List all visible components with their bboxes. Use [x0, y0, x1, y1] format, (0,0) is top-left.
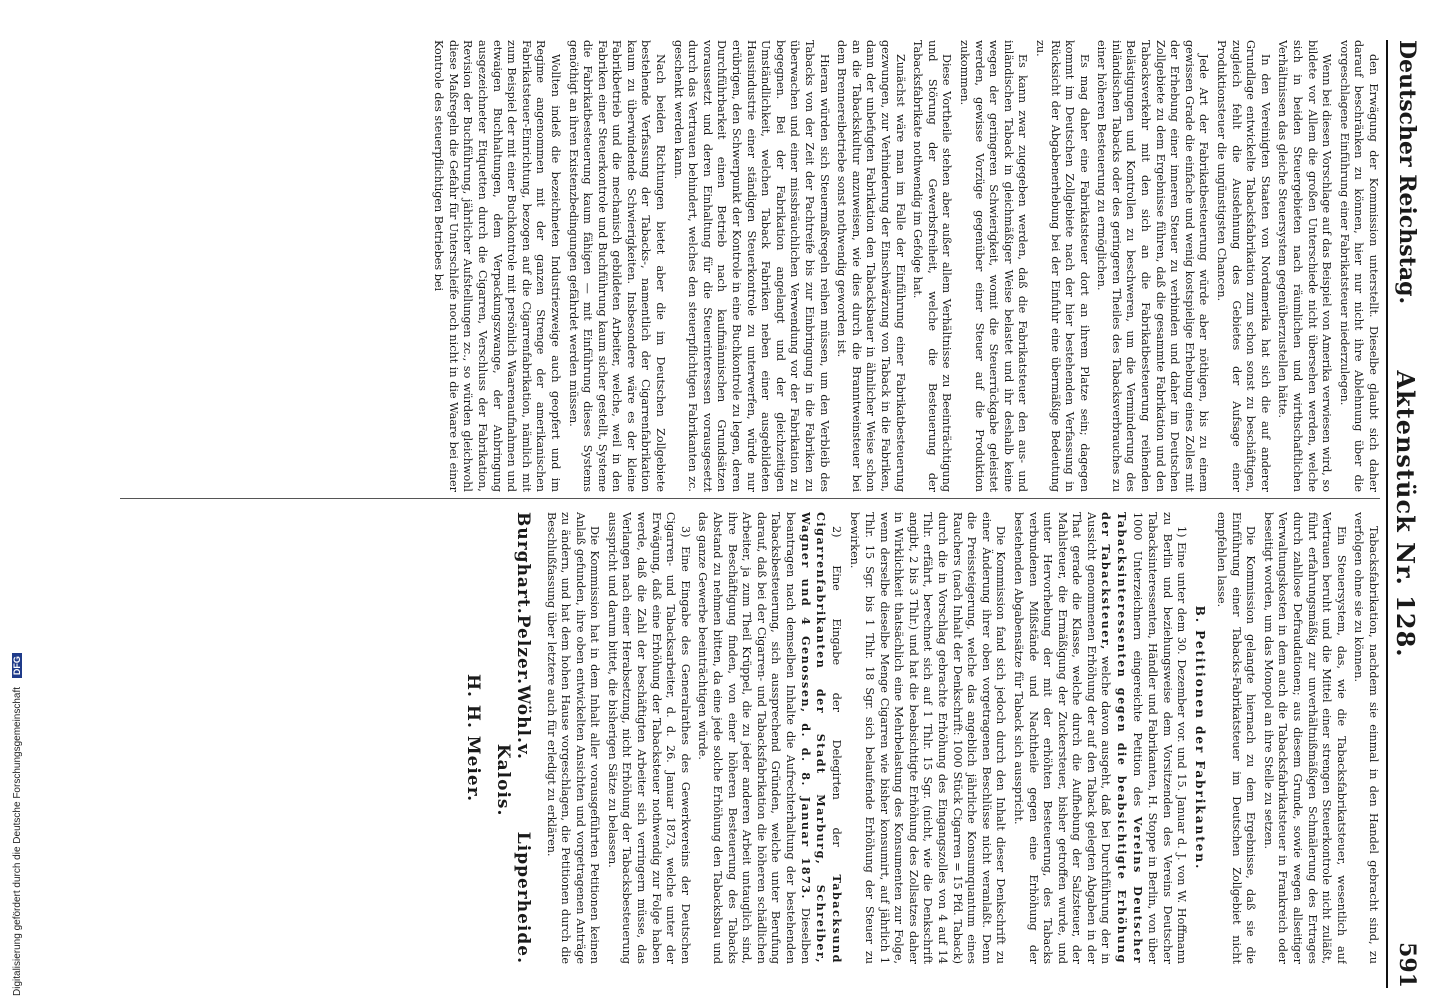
page-header	[1386, 40, 1422, 988]
section-heading: B. Petitionen der Fabrikanten.	[1193, 605, 1208, 871]
right-paragraph: Ein Steuersystem, das, wie die Tabacksfabrikatsteuer, wesentlich auf Vertrauen beruht und die Mittel einer strengen Steuerkontrole nicht zuläßt, führt erfahrungsmäßig zur unverhältnißmäßigen Schmälerung des Ertrages durch zahllose Defraudationen; aus diesem Grunde, sowie wegen allseitiger Verwaltungskosten in dem auch die Tabacksfabrikatsteuer in Frankreich oder beseitigt worden, um das Monopol an ihre Stelle zu setzen.	[1261, 512, 1348, 964]
signature: Burghart.	[512, 512, 533, 615]
signature-row-lower	[463, 512, 483, 964]
signature: Lipperheide.	[512, 831, 533, 964]
left-paragraph: Nach beiden Richtungen bietet aber die im Deutschen Zollgebiete bestehende Verfassung der Tabacks-, namentlich der Cigarrenfabrikation kaum zu überwindende Schwierigkeiten. Insbesondere wäre es der kleine Fabrikbetrieb und die mechanisch gebildeten Arbeiter, welche, weil in den Fabriken einer Steuerkontrole und Buchführung kaum sicher gestellt, Systeme die Fabrikatbesteuerung kaum fähigen — mit Einführung dieses Systems genöthigt an ihren Existenzbedingungen gefährdet werden müssen.	[566, 40, 668, 492]
digitization-credit-text	[12, 653, 23, 996]
left-paragraph: Wenn bei diesen Vorschlage auf das Beispiel von Amerika verwiesen wird, so bildete vor Allem die großen Unterschiede nicht übersehen werden, welche sich in beiden Steuergebieten nach räumlichen und wirthschaftlichen Verhältnissen das gleiche Steuersystem gegenüberzustellen hätte.	[1276, 40, 1334, 492]
signature: Wöhl.	[512, 685, 533, 744]
petition-title: Tabacksund Cigarrenfabrikanten der Stadt Marburg, Schreiber, Wagner und 4 Genossen, d. d. 8. Januar 1873.	[798, 512, 844, 964]
left-paragraph: Diese Vortheile stehen aber außer allem Verhältnisse zu Beeinträchtigung und Störung der Gewerbsfreiheit, welche die Besteuerung der Tabacksfabrikate nothwendig im Gefolge hat.	[911, 40, 954, 492]
left-paragraph: Es kann zwar zugegeben werden, daß die Fabrikatsteuer den aus- und inländischen Taback in gleichmäßiger Weise belastet und ihr deshalb keine wegen der geringeren Schwierigkeit, womit die Steuerrückgabe geleistet werden, gewisse Vorzüge gegenüber einer Steuer auf die Produktion zukommen.	[957, 40, 1030, 492]
petition-lead: 3) Eine Eingabe des Generalrathes des Gewerkvereins der Deutschen Cigarren- und Tabacksarbeiter, d. d. 26. Januar 1873,	[664, 512, 692, 964]
header-left-title: Deutscher Reichstag.	[1394, 40, 1420, 305]
petition-item	[604, 512, 692, 964]
left-paragraph: Wollten indeß die bezeichneten Industriezweige auch geopfert und im Regime angenommen mit der ganzen Strenge der amerikanischen Fabrikatsteuer-Einrichtung, bezogen auf die Cigarrenfabrikation, nämlich mit zum Beispiel der mit einer Buchkontrole mit persönlich Waarenaufnahmen und etwaigen Buchhaltungen, dem Verpackungszwange, der Anbringung ausgezeichneter Etiquetten durch die Cigarren, Verschluss der Fabrikation, Revision der Buchführung, jährlicher Aufstellungen zc., so würden gleichwohl diese Maßregeln die Gefahr für Unterschleife noch nicht in die Waare bei einer Kontrole des steuerpflichtigen Betriebes bei	[432, 40, 562, 492]
petition-body: Die Kommission hat in dem Inhalt aller vorausgeführten Petitionen keinen Anlaß gefunden, ihre oben entwickelten Ansichten und vorgetragenen Anträge zu ändern, und hat dem hohen Hause vorgeschlagen, die Petitionen durch die Beschlußfassung über letztere auch für erledigt zu erklären.	[544, 512, 602, 964]
left-paragraph: Hieran würden sich Steuermaßregeln reihen müssen, um den Verbleib des Tabacks von der Zeit der Pachtreife bis zur Einbringung in die Fabriken zu überwachen und einer missbräuchlichen Verwendung vor der Fabrikation zu begegnen. Bei der Fabrikation angelangt und der gleichzeitigen Umständlichkeit, welchen Taback Fabriken neben einer ausgebildeten Hausindustrie einer ständigen Steuerkontrole zu unterwerfen, würde nur erübrigen, den Schwerpunkt der Kontrole in eine Buchkontrole zu legen, deren Durchführbarkeit einen Betrieb nach kaufmännischen Grundsätzen voraussetzt und deren Einhaltung für die Steuerinteressen vorausgesetzt durch das Vertrauen behindert, welches den steuerpflichtigen Fabrikanten zc. geschenkt werden kann.	[671, 40, 831, 492]
signature: H. H. Meier.	[462, 673, 483, 803]
left-paragraph: In den Vereinigten Staaten von Nordamerika hat sich die auf anderer Grundlage entwickelte Tabacksfabrikation zum schon sonst zu beschäftigen, zugleich fehlt die Ausdehnung des Gebietes der Aufsage einer Produktionsteuer die ungünstigsten Chancen.	[1215, 40, 1272, 492]
petition-item	[1010, 512, 1188, 964]
petition-body: welche unter der Erwägung, daß eine Erhöhung der Tabacksteuer nothwendig zur Folge haben werde, daß die Zahl der beschäftigten Arbeiter sich verringern müsse, das Verlangen nach einer Herabsetzung, nicht Erhöhung der Tabacksbesteuerung ausspricht und darum bittet, die bisherigen Sätze zu belassen.	[605, 512, 678, 964]
petition-body: welche davon ausgeht, daß bei Durchführung der in Aussicht genommenen Erhöhung der auf den Taback gelegten Abgaben in der That gerade die Klasse, welche durch die Aufhebung der Salzsteuer, der Mahlsteuer, die Ermäßigung der Zuckersteuer, bisher getroffen wurde, und unter Hervorhebung der mit der erhöhten Besteuerung, des Tabacks verbundenen Mißstände und Nachtheile gegen eine Erhöhung der bestehenden Abgabensätze für Taback sich ausspricht.	[1011, 512, 1113, 964]
petition-title: Vereins Deutscher Tabacksinteressenten gegen die beabsichtigte Erhöhung der Tabacksteuer,	[1099, 512, 1145, 964]
petition-body: Dieselben beantragen nach demselben Inhalte die Aufrechterhaltung der bestehenden Tabacksbesteuerung, sich aussprechend Gründen, welche unter Berufung darauf, daß bei der Cigarren- und Tabacksfabrikation die höheren schädlichen Arbeiter, ja zum Theil Krüppel, die zu jeder anderen Arbeit untauglich sind, ihre Beschäftigung finden, von einer höheren Besteuerung des Tabacks Abstand zu nehmen bitten, da eine jede solche Erhöhung den Tabacksbau und das ganze Gewerbe beeinträchtigen würde.	[696, 512, 812, 964]
signature: Pelzer.	[512, 614, 533, 686]
digitization-credit	[0, 0, 23, 1000]
left-paragraph: Zunächst wäre man im Falle der Einführung einer Fabrikatbesteuerung gezwungen, zur Verhinderung der Einschwärzung von Taback in die Fabriken, dann der unbefugten Fabrikation den Tabacksbauer in ähnlicher Weise schon an die Tabackskultur anzuweisen, wie dies durch die Branntweinsteuer bei dem Brennereibetriebe sonst nothwendig geworden ist.	[835, 40, 907, 492]
header-center-title: Aktenstück Nr. 128.	[1391, 370, 1420, 658]
credit-label: Digitalisierung gefördert durch die Deutsche Forschungsgemeinschaft	[12, 686, 23, 996]
right-paragraph: Die Kommission gelangte hiernach zu dem Ergebnisse, daß sie die Einführung einer Tabacks-Fabrikatsteuer im Deutschen Zollgebiet nicht empfehlen lasse.	[1215, 512, 1258, 964]
dfg-logo-icon: DFG	[12, 653, 22, 678]
left-paragraph: Jede Art der Fabrikatbesteuerung würde aber nöthigen, bis zu einem gewissen Grade die einfache und wenig kostspielige Erhebung eines Zolles mit der Erhebung einer inneren Steuer zu verbinden und daher im Deutschen Zollgebiete zu dem Ergebnisse führen, daß die gesammte Fabrikation und den Tabacksverkehr mit den sich an die Fabrikatbesteuerung reihenden Belästigungen und Kontrollen zu beschweren, um die Verminderung des inländischen Tabacks oder des geringeren Theiles des Tabacksverbrauches zu einer höheren Besteuerung zu ermöglichen.	[1095, 40, 1211, 492]
right-column	[52, 512, 1380, 964]
page-number: 591	[1394, 942, 1420, 988]
column-divider	[120, 498, 1380, 499]
petition-item	[543, 512, 601, 964]
left-paragraph: Es mag daher eine Fabrikatsteuer dort an ihrem Platze sein; dagegen kommt im Deutschen Zollgebiete nach der hier bestehenden Verfassung in Rücksicht der Abgabenerhebung bei der Einfuhr eine übermäßige Bedeutung zu.	[1033, 40, 1091, 492]
signature-row	[493, 512, 533, 964]
left-paragraph: den Erwägung der Kommission unterstellt. Dieselbe glaubt sich daher darauf beschränken zu können, hier nur nicht ihre Ablehnung über die vorgeschlagene Einführung einer Fabrikatsteuer niederzulegen.	[1337, 40, 1380, 492]
petition-lead: 2) Eine Eingabe der Delegirten der	[829, 526, 843, 847]
petition-item	[847, 512, 1008, 964]
right-paragraph: Tabacksfabrikation, nachdem sie einmal in den Handel gebracht sind, zu verfolgen ohne sie zu können.	[1352, 512, 1380, 964]
left-column	[52, 40, 1380, 492]
petition-lead: 1) Eine unter dem 30. Dezember vor. und 15. Januar d. J. von W. Hoffmann zu Berlin und beziehungsweise dem Vorsitzenden des Vereins Deutscher Tabacksinteressenten, Händler und Fabrikanten, H. Stoppe in Berlin, von über 1000 Unterzeichnern eingereichte Petition des	[1130, 512, 1189, 964]
signature: v. Kalois.	[492, 743, 533, 817]
petition-item	[695, 512, 844, 964]
petition-body: Die Kommission fand sich jedoch durch den Inhalt dieser Denkschrift zu einer Änderung ihrer oben vorgetragenen Beschlüsse nicht veranlaßt. Denn die Preissteigerung, welche das angeblich jährliche Konsumquantum eines Rauchers (nach Inhalt der Denkschrift: 1000 Stück Cigarren = 15 Pfd. Taback) durch die in Vorschlag gebrachte Erhöhung des Eingangszolles von 4 auf 14 Thlr. erfährt, berechnet sich auf 1 Thlr. 15 Sgr. (nicht, wie die Denkschrift angibt, 2 bis 3 Thlr.) und hat die beabsichtigte Erhöhung des Zollsatzes daher in Wirklichkeit thatsächlich eine Mehrbelastung des Konsumenten zur Folge, wenn derselbe dieselbe Menge Cigarren wie bisher konsumirt, auf jährlich 1 Thlr. 15 Sgr. bis 1 Thlr. 18 Sgr. sich belaufende Erhöhung der Steuer zu bewirken.	[848, 512, 1008, 964]
